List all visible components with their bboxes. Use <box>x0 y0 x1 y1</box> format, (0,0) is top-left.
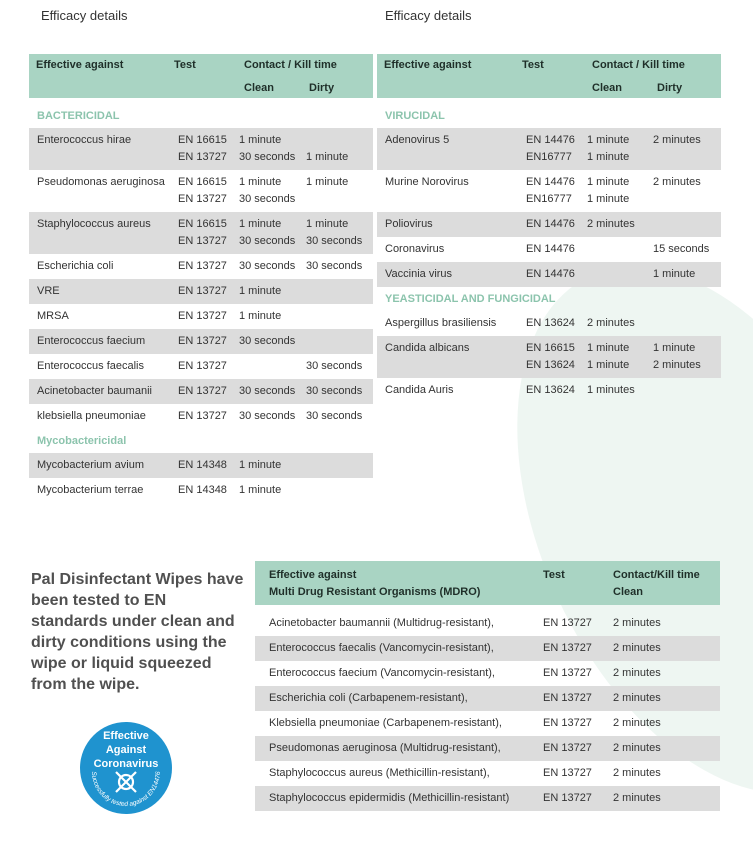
category-heading <box>29 104 373 128</box>
test-standard: EN 14476 <box>526 176 575 188</box>
clean-time: 30 seconds <box>239 410 296 422</box>
category-label: Mycobactericidal <box>37 435 127 447</box>
table-header <box>29 54 373 98</box>
organism-name: Escherichia coli <box>37 260 114 272</box>
table-row <box>29 212 373 254</box>
table-row <box>377 212 721 237</box>
clean-time: 30 seconds <box>239 193 296 205</box>
category-label: BACTERICIDAL <box>37 110 120 122</box>
dirty-time: 1 minute <box>306 151 349 163</box>
clean-time: 1 minute <box>587 359 630 371</box>
table-row <box>29 128 373 170</box>
badge-line-1: Effective <box>103 730 149 742</box>
organism-name: Candida Auris <box>385 384 454 396</box>
table-row <box>255 636 720 661</box>
clean-time: 30 seconds <box>239 335 296 347</box>
header-test: Test <box>522 59 544 71</box>
organism-name: VRE <box>37 285 60 297</box>
organism-name: Enterococcus hirae <box>37 134 132 146</box>
test-standard: EN 16615 <box>526 342 575 354</box>
dirty-time: 30 seconds <box>306 260 363 272</box>
clean-time: 30 seconds <box>239 151 296 163</box>
table-row <box>29 354 373 379</box>
clean-time: 1 minutes <box>587 384 635 396</box>
dirty-time: 2 minutes <box>653 176 701 188</box>
table-row <box>255 611 720 636</box>
table-row <box>255 761 720 786</box>
dirty-time: 1 minute <box>306 218 349 230</box>
organism-name: Mycobacterium terrae <box>37 484 144 496</box>
table-row <box>29 279 373 304</box>
organism-name: Enterococcus faecalis (Vancomycin-resistant), <box>269 642 494 654</box>
table-row <box>377 128 721 170</box>
clean-time: 2 minutes <box>587 317 635 329</box>
dirty-time: 30 seconds <box>306 235 363 247</box>
clean-time: 1 minute <box>587 151 630 163</box>
test-standard: EN 13727 <box>178 385 227 397</box>
clean-time: 2 minutes <box>587 218 635 230</box>
table-row <box>29 453 373 478</box>
header-clean: Clean <box>592 82 622 94</box>
organism-name: Aspergillus brasiliensis <box>385 317 497 329</box>
table-row <box>377 170 721 212</box>
clean-time: 1 minute <box>239 310 282 322</box>
organism-name: Staphylococcus aureus (Methicillin-resistant), <box>269 767 490 779</box>
table-row <box>29 404 373 429</box>
dirty-time: 2 minutes <box>653 134 701 146</box>
dirty-time: 30 seconds <box>306 385 363 397</box>
organism-name: Poliovirus <box>385 218 433 230</box>
dirty-time: 2 minutes <box>653 359 701 371</box>
table-row <box>29 254 373 279</box>
category-heading <box>377 104 721 128</box>
test-standard: EN 13727 <box>178 151 227 163</box>
right-efficacy-table <box>377 54 721 403</box>
badge-line-2: Against <box>105 744 147 756</box>
organism-name: MRSA <box>37 310 69 322</box>
table-row <box>29 478 373 503</box>
organism-name: Murine Norovirus <box>385 176 469 188</box>
organism-name: Candida albicans <box>385 342 470 354</box>
table-row <box>255 786 720 811</box>
header-effective-against: Effective against <box>36 59 124 71</box>
dirty-time: 30 seconds <box>306 360 363 372</box>
mdro-table <box>255 561 720 811</box>
right-section-title: Efficacy details <box>385 8 472 23</box>
organism-name: Acinetobacter baumanii <box>37 385 152 397</box>
header-contact-kill-time: Contact/Kill time <box>613 569 700 581</box>
test-standard: EN 14476 <box>526 243 575 255</box>
clean-time: 2 minutes <box>613 642 661 654</box>
test-standard: EN 14476 <box>526 134 575 146</box>
test-standard: EN 13727 <box>178 310 227 322</box>
badge-graphic <box>80 722 172 814</box>
clean-time: 30 seconds <box>239 235 296 247</box>
test-standard: EN 13624 <box>526 317 575 329</box>
organism-name: Enterococcus faecalis <box>37 360 144 372</box>
organism-name: Adenovirus 5 <box>385 134 450 146</box>
category-label: YEASTICIDAL AND FUNGICIDAL <box>385 293 556 305</box>
header-contact-kill-time: Contact / Kill time <box>592 59 685 71</box>
dirty-time: 1 minute <box>653 268 696 280</box>
test-standard: EN 14348 <box>178 484 227 496</box>
dirty-time: 1 minute <box>306 176 349 188</box>
organism-name: Klebsiella pneumoniae (Carbapenem-resistant), <box>269 717 502 729</box>
test-standard: EN 13727 <box>543 767 592 779</box>
clean-time: 30 seconds <box>239 385 296 397</box>
clean-time: 2 minutes <box>613 767 661 779</box>
clean-time: 2 minutes <box>613 717 661 729</box>
table-row <box>377 262 721 287</box>
badge-line-3: Coronavirus <box>93 758 159 770</box>
test-standard: EN 13727 <box>178 335 227 347</box>
organism-name: Vaccinia virus <box>385 268 453 280</box>
test-standard: EN 13727 <box>543 742 592 754</box>
test-standard: EN 16615 <box>178 218 227 230</box>
dirty-time: 1 minute <box>653 342 696 354</box>
test-standard: EN 13727 <box>543 642 592 654</box>
test-standard: EN 14476 <box>526 268 575 280</box>
test-standard: EN 13727 <box>543 692 592 704</box>
category-heading <box>377 287 721 311</box>
clean-time: 1 minute <box>239 459 282 471</box>
table-row <box>377 237 721 262</box>
test-standard: EN 13624 <box>526 384 575 396</box>
clean-time: 1 minute <box>239 218 282 230</box>
clean-time: 2 minutes <box>613 742 661 754</box>
test-standard: EN 14476 <box>526 218 575 230</box>
clean-time: 2 minutes <box>613 792 661 804</box>
clean-time: 30 seconds <box>239 260 296 272</box>
header-clean: Clean <box>613 586 643 598</box>
clean-time: 1 minute <box>587 134 630 146</box>
header-test: Test <box>174 59 196 71</box>
test-standard: EN 13727 <box>543 617 592 629</box>
test-standard: EN 13727 <box>178 410 227 422</box>
intro-text: Pal Disinfectant Wipes have been tested to EN standards under clean and dirty conditions using the wipe or liquid squeezed from the wipe. <box>31 571 244 693</box>
test-standard: EN 13624 <box>526 359 575 371</box>
table-row <box>29 329 373 354</box>
test-standard: EN 13727 <box>178 360 227 372</box>
clean-time: 1 minute <box>587 176 630 188</box>
dirty-time: 30 seconds <box>306 410 363 422</box>
virus-cross-icon <box>116 772 136 792</box>
organism-name: Acinetobacter baumannii (Multidrug-resistant), <box>269 617 494 629</box>
left-efficacy-table <box>29 54 373 503</box>
clean-time: 1 minute <box>239 484 282 496</box>
dirty-time: 15 seconds <box>653 243 710 255</box>
organism-name: Pseudomonas aeruginosa (Multidrug-resistant), <box>269 742 501 754</box>
test-standard: EN 13727 <box>178 235 227 247</box>
organism-name: klebsiella pneumoniae <box>37 410 146 422</box>
table-row <box>377 311 721 336</box>
table-row <box>255 686 720 711</box>
organism-name: Enterococcus faecium (Vancomycin-resistant), <box>269 667 495 679</box>
test-standard: EN 16615 <box>178 176 227 188</box>
header-contact-kill-time: Contact / Kill time <box>244 59 337 71</box>
clean-time: 2 minutes <box>613 667 661 679</box>
test-standard: EN 16615 <box>178 134 227 146</box>
table-row <box>255 711 720 736</box>
table-header <box>377 54 721 98</box>
header-mdro: Multi Drug Resistant Organisms (MDRO) <box>269 586 481 598</box>
organism-name: Enterococcus faecium <box>37 335 146 347</box>
header-clean: Clean <box>244 82 274 94</box>
table-row <box>377 378 721 403</box>
organism-name: Escherichia coli (Carbapenem-resistant), <box>269 692 468 704</box>
category-label: VIRUCIDAL <box>385 110 445 122</box>
clean-time: 1 minute <box>587 193 630 205</box>
clean-time: 2 minutes <box>613 617 661 629</box>
test-standard: EN 13727 <box>543 717 592 729</box>
test-standard: EN 13727 <box>178 285 227 297</box>
organism-name: Mycobacterium avium <box>37 459 144 471</box>
test-standard: EN 13727 <box>178 260 227 272</box>
table-row <box>377 336 721 378</box>
organism-name: Coronavirus <box>385 243 445 255</box>
header-test: Test <box>543 569 565 581</box>
test-standard: EN 14348 <box>178 459 227 471</box>
test-standard: EN16777 <box>526 151 572 163</box>
test-standard: EN 13727 <box>178 193 227 205</box>
table-row <box>29 304 373 329</box>
clean-time: 1 minute <box>239 134 282 146</box>
table-row <box>255 736 720 761</box>
mdro-table-header <box>255 561 720 605</box>
organism-name: Pseudomonas aeruginosa <box>37 176 165 188</box>
header-dirty: Dirty <box>657 82 683 94</box>
header-effective-against: Effective against <box>269 569 357 581</box>
coronavirus-badge <box>80 722 172 814</box>
table-row <box>29 170 373 212</box>
category-heading <box>29 429 373 453</box>
header-effective-against: Effective against <box>384 59 472 71</box>
clean-time: 1 minute <box>587 342 630 354</box>
test-standard: EN 13727 <box>543 792 592 804</box>
left-section-title: Efficacy details <box>41 8 128 23</box>
header-dirty: Dirty <box>309 82 335 94</box>
organism-name: Staphylococcus aureus <box>37 218 151 230</box>
test-standard: EN 13727 <box>543 667 592 679</box>
badge-arc-text: Successfully tested against EN14476 <box>89 771 163 809</box>
clean-time: 2 minutes <box>613 692 661 704</box>
clean-time: 1 minute <box>239 285 282 297</box>
organism-name: Staphylococcus epidermidis (Methicillin-resistant) <box>269 792 510 804</box>
table-row <box>255 661 720 686</box>
table-row <box>29 379 373 404</box>
test-standard: EN16777 <box>526 193 572 205</box>
clean-time: 1 minute <box>239 176 282 188</box>
